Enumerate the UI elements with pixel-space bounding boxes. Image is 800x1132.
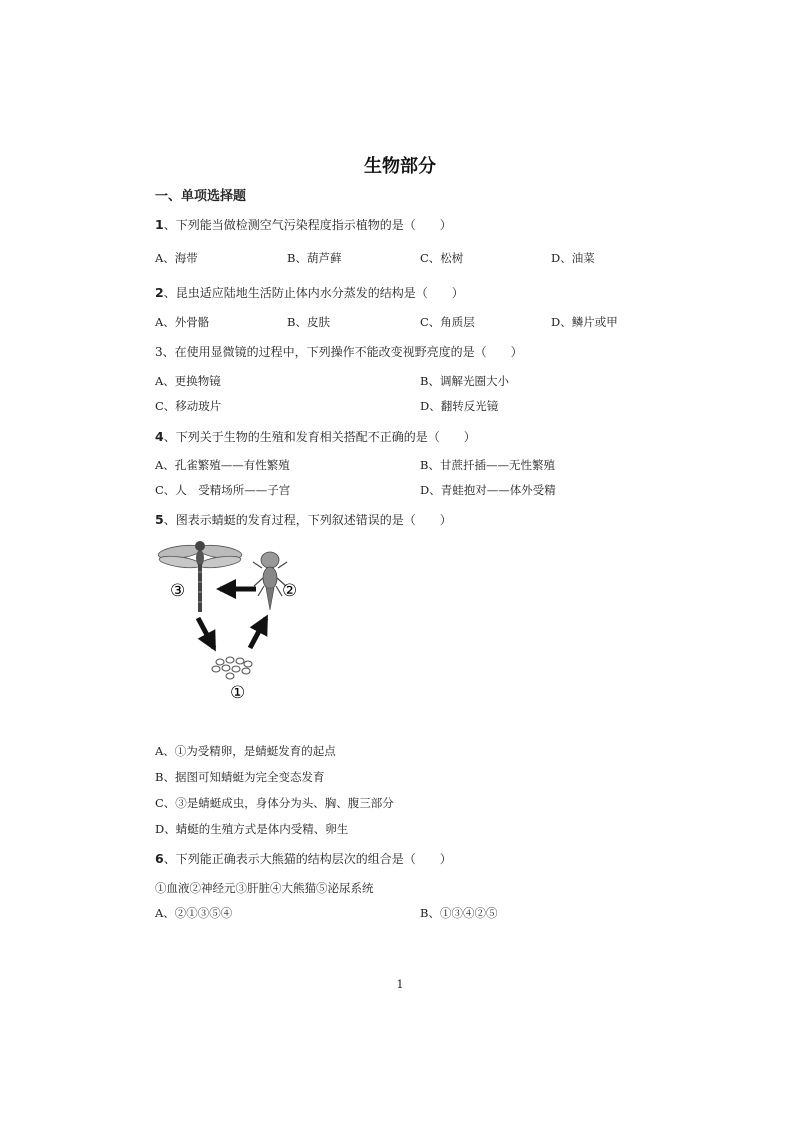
label-adult: ③ — [170, 581, 186, 601]
question-number: 4 — [155, 429, 164, 444]
dragonfly-adult-icon — [158, 541, 243, 612]
option-c: C、角质层 — [420, 315, 475, 329]
question-2 — [155, 284, 464, 301]
option-a: A、更换物镜 — [155, 374, 221, 388]
option-b: B、葫芦藓 — [287, 251, 342, 265]
option-d: D、鳞片或甲 — [551, 315, 618, 329]
question-text: 、图表示蜻蜓的发育过程，下列叙述错误的是（ ） — [163, 513, 452, 527]
page-number: 1 — [396, 978, 404, 991]
question-text: 、下列关于生物的生殖和发育相关搭配不正确的是（ ） — [163, 430, 476, 444]
option-c: C、松树 — [420, 251, 464, 265]
option-b: B、据图可知蜻蜓为完全变态发育 — [155, 770, 325, 784]
option-d: D、翻转反光镜 — [420, 399, 499, 413]
question-4 — [155, 428, 476, 445]
option-d: D、蜻蜓的生殖方式是体内受精、卵生 — [155, 822, 349, 836]
option-c: C、移动玻片 — [155, 399, 222, 413]
question-3: 3、在使用显微镜的过程中，下列操作不能改变视野亮度的是（ ） — [155, 345, 523, 359]
question-5 — [155, 511, 452, 528]
option-b: B、调解光圈大小 — [420, 374, 509, 388]
question-stem: ①血液②神经元③肝脏④大熊猫⑤泌尿系统 — [155, 881, 374, 895]
option-a: A、①为受精卵，是蜻蜓发育的起点 — [155, 744, 336, 758]
question-text: 、下列能正确表示大熊猫的结构层次的组合是（ ） — [163, 852, 452, 866]
question-number: 5 — [155, 512, 164, 527]
arrow-egg-to-nymph — [250, 618, 266, 648]
question-text: 、昆虫适应陆地生活防止体内水分蒸发的结构是（ ） — [163, 286, 464, 300]
option-b: B、皮肤 — [287, 315, 330, 329]
arrow-adult-to-egg — [198, 618, 214, 648]
option-b: B、①③④②⑤ — [420, 906, 498, 920]
option-d: D、油菜 — [551, 251, 595, 265]
option-a: A、②①③⑤④ — [155, 906, 233, 920]
question-6 — [155, 850, 452, 867]
question-number: 2 — [155, 285, 164, 300]
option-c: C、人 受精场所——子宫 — [155, 483, 291, 497]
option-a: A、海带 — [155, 251, 198, 265]
section-heading: 一、单项选择题 — [155, 189, 247, 204]
page-title: 生物部分 — [364, 156, 436, 177]
question-number: 1 — [155, 217, 164, 232]
option-d: D、青蛙抱对——体外受精 — [420, 483, 556, 497]
question-1 — [155, 216, 452, 233]
eggs-icon — [212, 657, 252, 679]
option-c: C、③是蜻蜓成虫，身体分为头、胸、腹三部分 — [155, 796, 394, 810]
question-number: 6 — [155, 851, 164, 866]
option-a: A、孔雀繁殖——有性繁殖 — [155, 458, 290, 472]
label-nymph: ② — [282, 581, 298, 601]
option-b: B、甘蔗扦插——无性繁殖 — [420, 458, 555, 472]
dragonfly-lifecycle-figure — [158, 538, 308, 703]
option-a: A、外骨骼 — [155, 315, 210, 329]
question-text: 、下列能当做检测空气污染程度指示植物的是（ ） — [163, 218, 452, 232]
label-egg: ① — [230, 683, 246, 703]
